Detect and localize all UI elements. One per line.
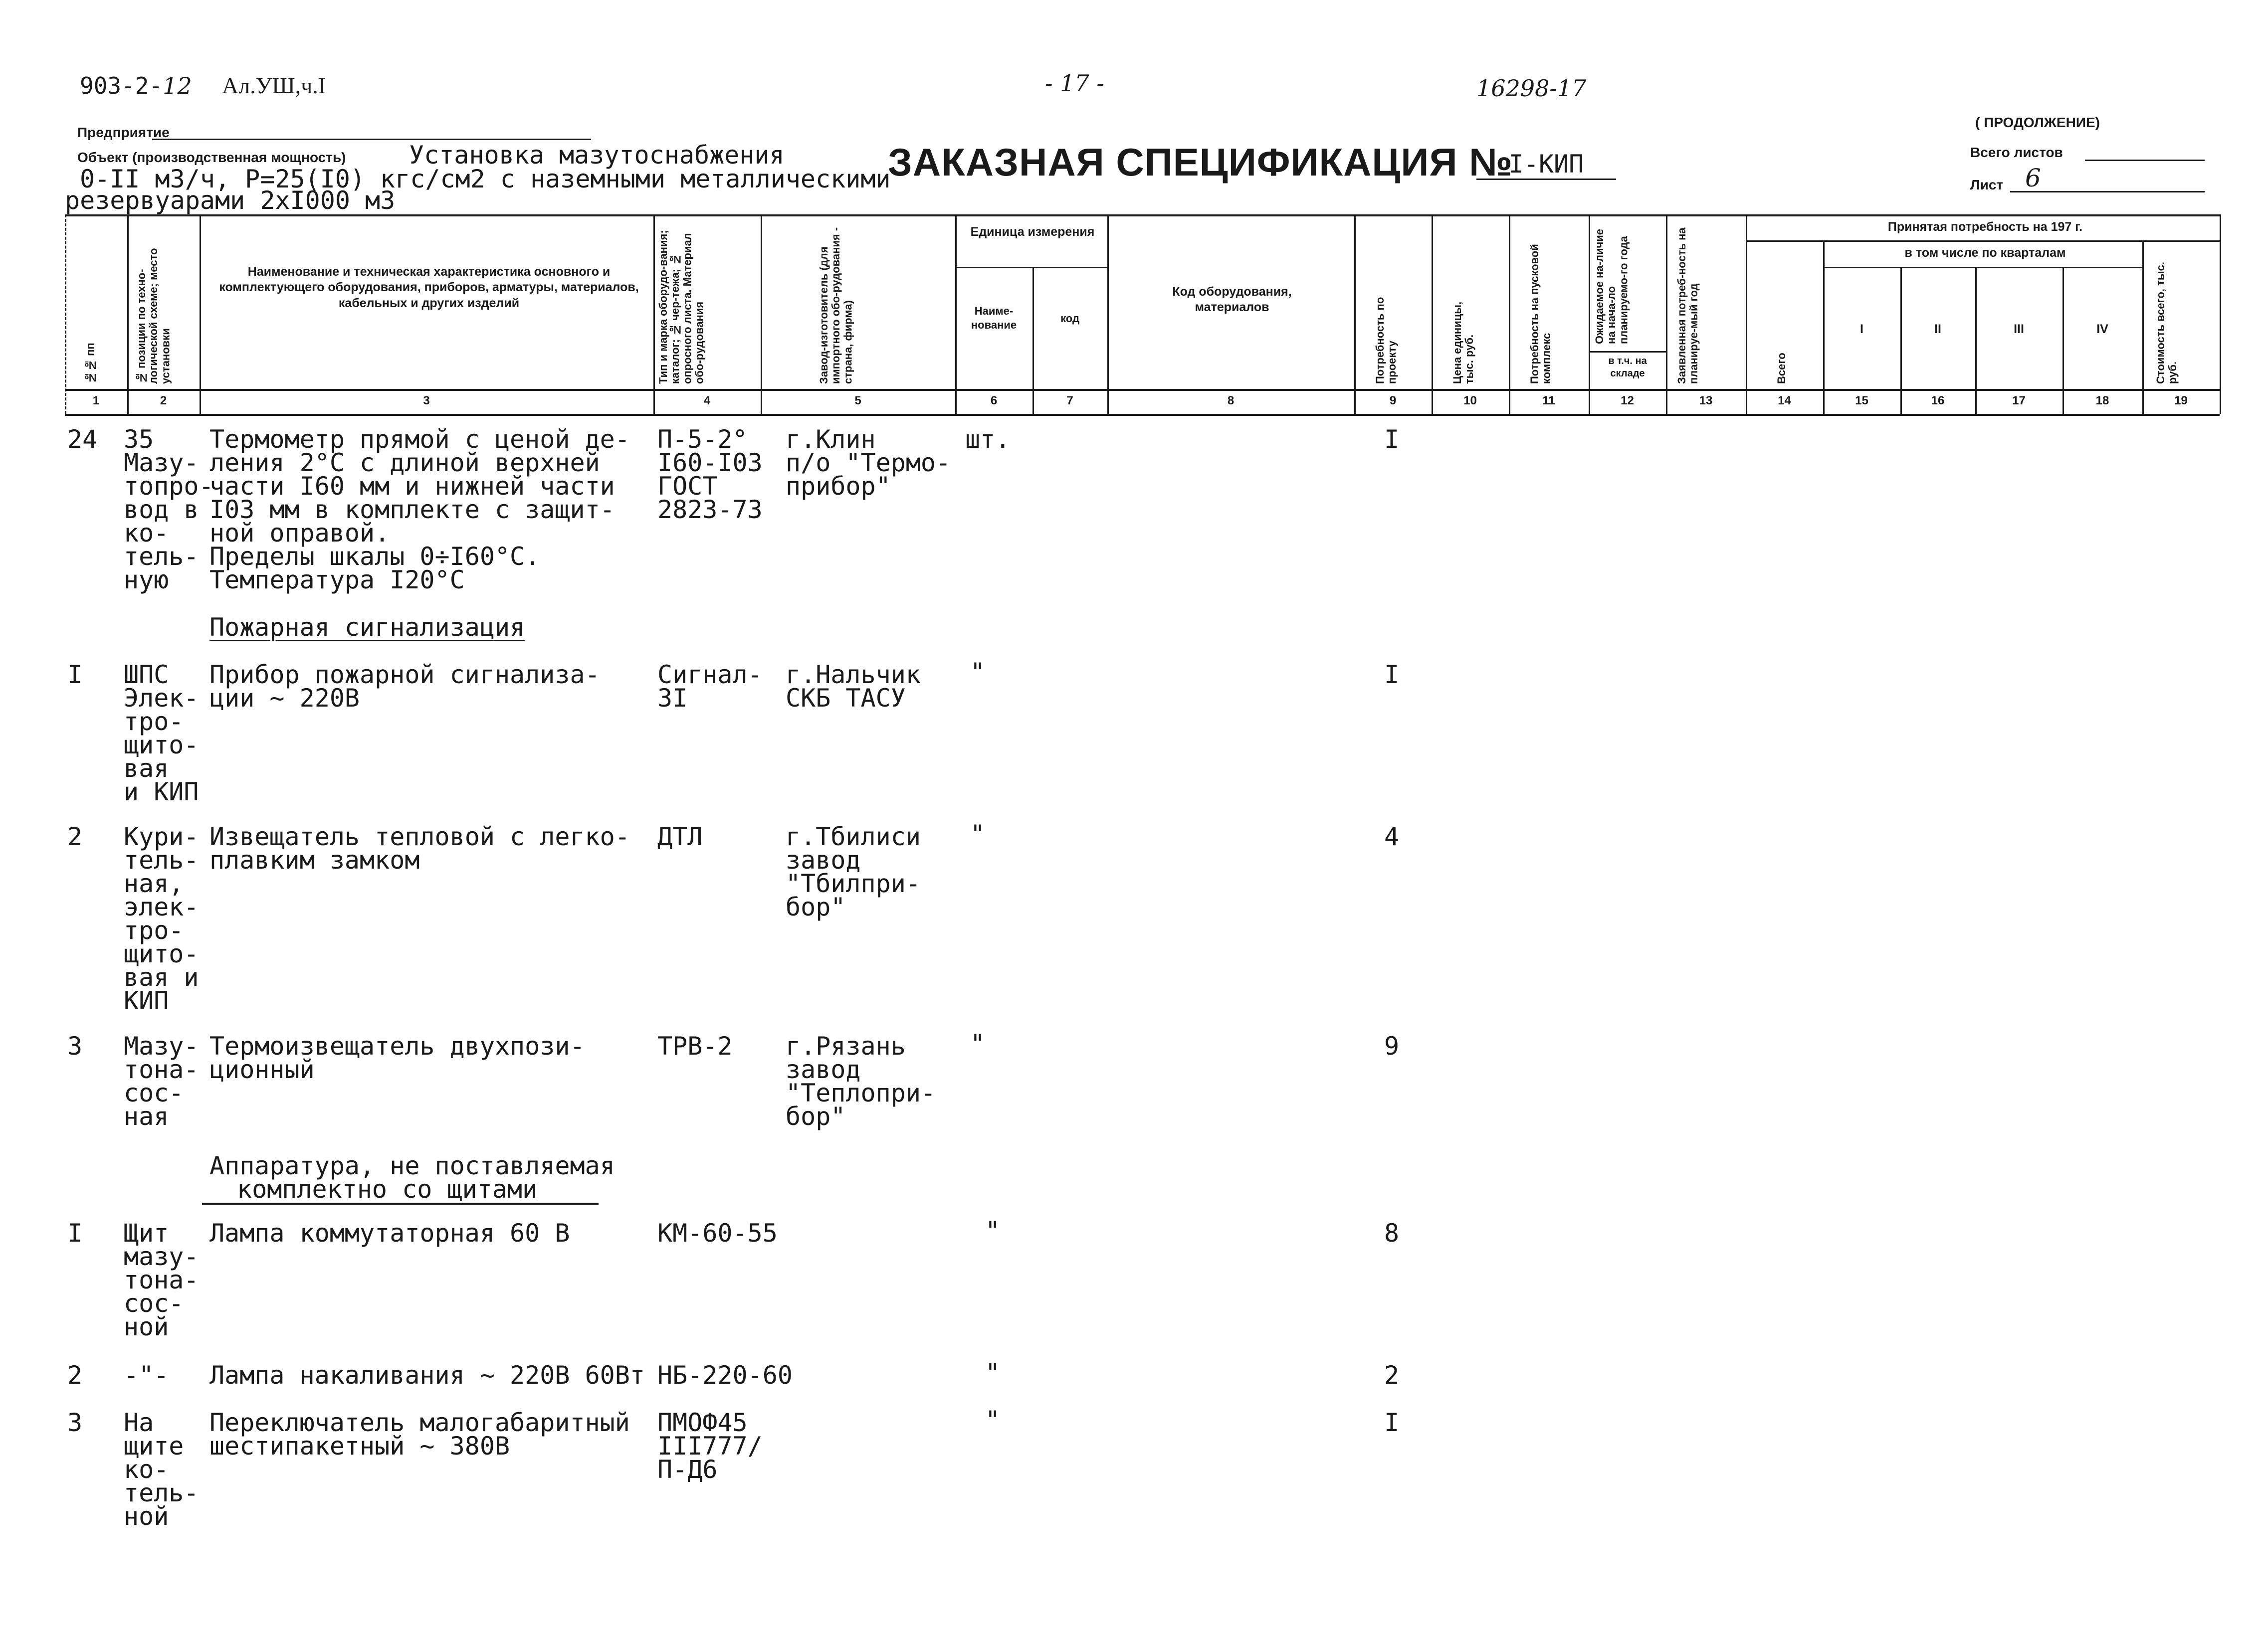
unit-group-header: Единица измерения [970,225,1095,239]
row-num: 2 [67,1361,83,1390]
row-type: ДТЛ [657,822,703,851]
col-3-header: Наименование и техническая характеристика основного и комплектующего оборудования, приборов, арматуры, материалов, кабельных и других изделий [219,265,639,310]
object-line-3: резервуарами 2хI000 м3 [65,188,848,216]
section-fire-alarm: Пожарная сигнализация [209,613,525,642]
col-number: 5 [854,394,861,407]
col-14-header: Всего [1775,353,1788,384]
row-unit: " [970,1029,986,1058]
col-number: 11 [1542,394,1555,407]
enterprise-label: Предприятие [77,125,170,140]
row-name: Переключатель малогабаритный шестипакетный ~ 380В [209,1408,630,1461]
row-type: КМ-60-55 [657,1219,778,1248]
col-16-header: II [1934,322,1941,336]
col-number: 9 [1389,394,1397,407]
row-qty: 8 [1384,1219,1400,1248]
row-qty: I [1384,660,1400,689]
col-number: 12 [1621,394,1634,407]
row-type: ПМОФ45 III777/ П-Д6 [657,1408,763,1484]
row-maker: г.Нальчик СКБ ТАСУ [786,660,921,713]
row-pos: ШПС Элек- тро- щито- вая и КИП [124,660,199,806]
row-unit: " [985,1406,1001,1435]
col-number: 3 [423,394,430,407]
row-name: Лампа накаливания ~ 220В 60Вт [209,1361,645,1390]
row-name: Термоизвещатель двухпози- ционный [209,1032,585,1084]
col-number: 15 [1855,394,1868,407]
row-num: 2 [67,822,83,851]
col-19-header: Стоимость всего, тыс. руб. [2154,261,2179,384]
col-1-header: №№ пп [84,343,97,384]
col-2-header: № позиции по техно-логической схеме; место установки [135,248,172,384]
section-apparatus-line-1: Аппаратура, не поставляемая [209,1151,615,1180]
col-number: 16 [1931,394,1945,407]
sheet-number: 6 [2025,164,2041,192]
row-maker: г.Тбилиси завод "Тбилпри- бор" [786,822,921,921]
row-unit: " [970,658,986,687]
row-num: 3 [67,1032,83,1061]
col-number: 6 [990,394,998,407]
row-num: 24 [67,425,98,454]
row-unit: шт. [965,425,1011,454]
row-name: Извещатель тепловой с легко- плавким замком [209,822,630,875]
col-18-header: IV [2096,322,2108,336]
row-num: I [67,1219,83,1248]
row-qty: 4 [1384,822,1400,851]
col-8-header: Код оборудования, материалов [1172,285,1292,315]
row-qty: 9 [1384,1032,1400,1061]
row-qty: 2 [1384,1361,1400,1390]
object-label: Объект (производственная мощность) [77,150,346,165]
col-number: 14 [1778,394,1791,407]
enterprise-line [152,125,591,140]
col-number: 7 [1066,394,1073,407]
row-pos: Щит мазу- тона- сос- ной [124,1219,199,1341]
col-10-header: Цена единицы, тыс. руб. [1451,301,1476,384]
total-sheets-line [2085,145,2205,161]
object-line-2: 0-II м3/ч, Р=25(I0) кгс/см2 с наземными металлическими [80,165,891,193]
row-type: НБ-220-60 [657,1361,793,1390]
col-9-header: Потребность по проекту [1374,297,1399,384]
col-number: 4 [703,394,711,407]
col-13-header: Заявленная потреб-ность на планируе-мый год [1675,227,1700,384]
col-11-header: Потребность на пусковой комплекс [1528,244,1553,384]
row-pos: 35 Мазу- топро- вод в ко- тель- ную [124,425,214,594]
sheet-label: Лист [1970,177,2004,192]
row-maker: г.Рязань завод "Теплопри- бор" [786,1032,936,1131]
row-type: ТРВ-2 [657,1032,733,1061]
album-ref: Ал.УШ,ч.I [222,73,326,98]
row-num: 3 [67,1408,83,1437]
row-qty: I [1384,425,1400,454]
row-pos: На щите ко- тель- ной [124,1408,199,1531]
section-apparatus-underline [202,1203,599,1205]
row-unit: " [970,820,986,849]
continuation-label: ( ПРОДОЛЖЕНИЕ) [1975,115,2100,130]
row-qty: I [1384,1408,1400,1437]
col-6-header: Наиме-нование [971,305,1017,331]
spec-number: I-КИП [1476,150,1616,180]
row-name: Прибор пожарной сигнализа- ции ~ 220В [209,660,600,713]
row-unit: " [985,1358,1001,1387]
col-4-header: Тип и марка оборудо-вания; каталог; № чер-тежа; № опросного листа. Материал обо-рудования [657,230,706,384]
quarters-group-header: в том числе по кварталам [1904,246,2066,260]
col-15-header: I [1860,322,1863,336]
total-sheets-label: Всего листов [1970,145,2063,160]
document-title: ЗАКАЗНАЯ СПЕЦИФИКАЦИЯ № [888,140,1513,184]
col-number: 2 [160,394,167,407]
row-pos: -"- [124,1361,169,1390]
col-number: 18 [2095,394,2109,407]
col-12-sub-header: в т.ч. на складе [1608,356,1647,379]
col-5-header: Завод-изготовитель (для импортного обо-рудования - страна, фирма) [818,227,854,384]
registration-number: 16298-17 [1476,75,1587,102]
accepted-group-header: Принятая потребность на 197 г. [1887,220,2083,234]
col-number: 8 [1227,394,1235,407]
row-name: Термометр прямой с ценой де- ления 2°С с длиной верхней части I60 мм и нижней части I03 мм в комплекте с защит- ной оправой. Пределы шкалы 0÷I60°С. Температура I20°С [209,425,630,594]
doc-code: 903-2-12 [80,72,192,99]
col-number: 1 [92,394,100,407]
page-number: - 17 - [1045,70,1104,97]
row-type: Сигнал- 3I [657,660,763,713]
section-apparatus-line-2: комплектно со щитами [237,1175,538,1204]
row-pos: Кури- тель- ная, элек- тро- щито- вая и КИП [124,822,199,1015]
col-number: 19 [2174,394,2188,407]
col-17-header: III [2014,322,2024,336]
col-7-header: код [1060,312,1079,325]
col-12-header: Ожидаемое на-личие на нача-ло планируемо-го года [1593,228,1630,344]
row-num: I [67,660,83,689]
row-pos: Мазу- тона- сос- ная [124,1032,199,1131]
col-number: 13 [1699,394,1713,407]
col-number: 10 [1463,394,1477,407]
col-number: 17 [2012,394,2026,407]
row-name: Лампа коммутаторная 60 В [209,1219,570,1248]
row-unit: " [985,1216,1001,1245]
row-type: П-5-2° I60-I03 ГОСТ 2823-73 [657,425,763,524]
row-maker: г.Клин п/о "Термо- прибор" [786,425,951,501]
object-line-1: Установка мазутоснабжения [409,141,785,170]
